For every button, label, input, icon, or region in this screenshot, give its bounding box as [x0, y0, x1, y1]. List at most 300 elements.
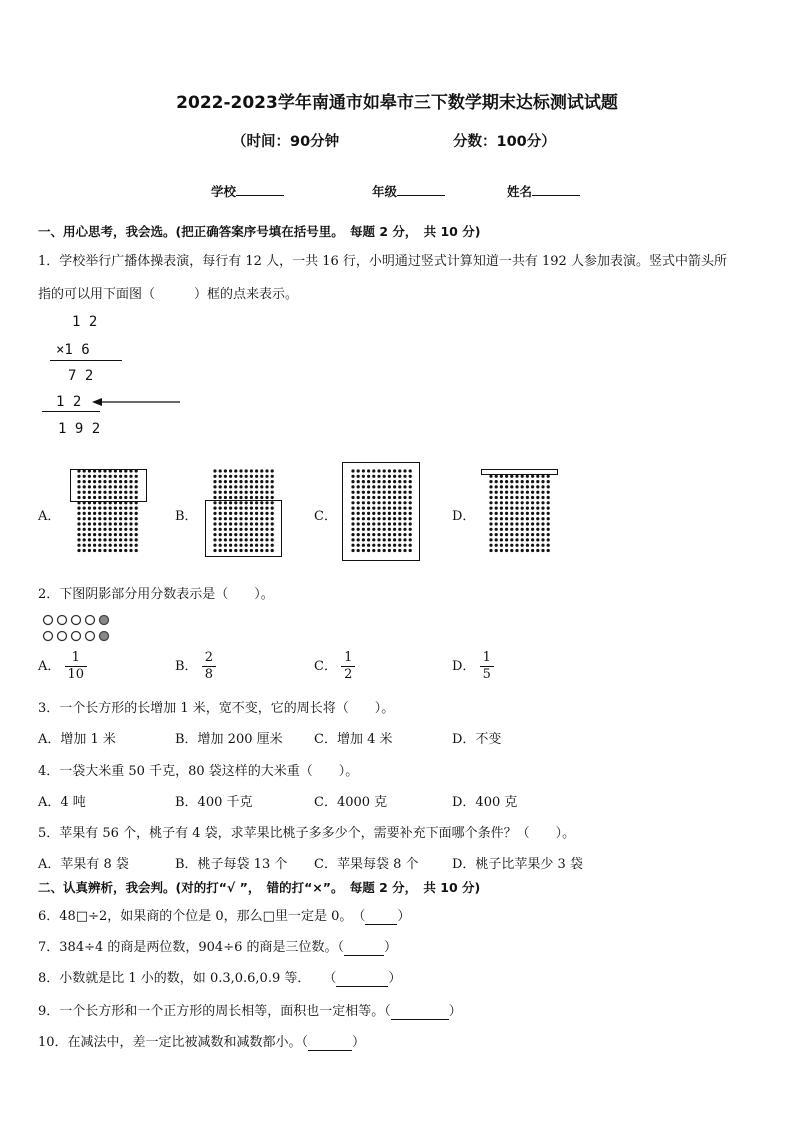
- grid-dot: [250, 491, 253, 494]
- grid-dot: [489, 491, 492, 494]
- judge-q6: 6．48□÷2，如果商的个位是 0，那么□里一定是 0。 （ ）: [38, 909, 411, 924]
- grid-dot: [489, 517, 492, 520]
- judge-q10-text: 10．在减法中，差一定比被减数和减数都小。（: [38, 1035, 309, 1050]
- grid-dot: [526, 496, 529, 499]
- grid-dot: [536, 538, 539, 541]
- calc-row2: ×1 6: [56, 342, 90, 358]
- grid-dot: [495, 512, 498, 515]
- grid-dot: [229, 496, 232, 499]
- school-field[interactable]: [211, 182, 284, 200]
- grid-dot: [239, 496, 242, 499]
- grid-dot: [83, 549, 86, 552]
- grid-dot: [103, 538, 106, 541]
- grid-dot: [271, 485, 274, 488]
- grid-dot: [531, 507, 534, 510]
- grid-dot: [521, 496, 524, 499]
- grid-dot: [255, 475, 258, 478]
- grid-dot: [495, 485, 498, 488]
- arrow-icon: [92, 396, 184, 408]
- grid-dot: [98, 533, 101, 536]
- grid-dot: [245, 491, 248, 494]
- grid-dot: [536, 549, 539, 552]
- grid-dot: [250, 496, 253, 499]
- grid-dot: [531, 522, 534, 525]
- grid-dot: [541, 480, 544, 483]
- grid-dot: [500, 544, 503, 547]
- exam-score: 分数：100分）: [453, 134, 556, 150]
- grid-dot: [88, 544, 91, 547]
- grid-dot: [119, 544, 122, 547]
- grid-dot: [536, 507, 539, 510]
- grid-dot: [213, 491, 216, 494]
- circle-shaded: [100, 616, 109, 625]
- grid-dot: [265, 496, 268, 499]
- grid-dot: [505, 544, 508, 547]
- grid-dot: [495, 491, 498, 494]
- grid-dot: [213, 469, 216, 472]
- fraction-b: $\frac{2}{8}$: [202, 650, 216, 683]
- grid-dot: [489, 507, 492, 510]
- grid-dot: [541, 512, 544, 515]
- grid-dot: [77, 522, 80, 525]
- grid-dot: [98, 517, 101, 520]
- grid-dot: [77, 517, 80, 520]
- grid-dot: [129, 528, 132, 531]
- judge-q8-text: 8．小数就是比 1 小的数，如 0.3,0.6,0.9 等． （: [38, 971, 337, 986]
- grid-dot: [547, 475, 550, 478]
- grid-dot: [77, 549, 80, 552]
- grid-dot: [515, 533, 518, 536]
- grid-dot: [88, 522, 91, 525]
- grid-dot: [103, 533, 106, 536]
- grid-dot: [250, 485, 253, 488]
- grid-dot: [521, 533, 524, 536]
- grid-dot: [229, 469, 232, 472]
- grade-field[interactable]: [372, 182, 445, 200]
- grid-dot: [234, 475, 237, 478]
- grid-dot: [245, 485, 248, 488]
- grid-dot: [255, 496, 258, 499]
- grid-dot: [129, 538, 132, 541]
- grid-dot: [114, 533, 117, 536]
- grid-dot: [271, 475, 274, 478]
- grid-dot: [500, 485, 503, 488]
- grid-dot: [515, 496, 518, 499]
- grid-dot: [495, 544, 498, 547]
- grid-dot: [109, 538, 112, 541]
- grid-dot: [103, 528, 106, 531]
- grid-dot: [124, 549, 127, 552]
- grid-dot: [219, 475, 222, 478]
- q2-option-a[interactable]: [38, 650, 87, 683]
- grid-dot: [515, 501, 518, 504]
- grid-dot: [521, 522, 524, 525]
- grid-dot: [505, 538, 508, 541]
- grid-dot: [265, 469, 268, 472]
- grade-label: 年级: [372, 184, 398, 199]
- grid-dot: [109, 528, 112, 531]
- grid-dot: [526, 507, 529, 510]
- grid-dot: [510, 549, 513, 552]
- grid-dot: [526, 517, 529, 520]
- grid-dot: [505, 491, 508, 494]
- grid-dot: [98, 522, 101, 525]
- grid-dot: [541, 522, 544, 525]
- grid-dot: [531, 512, 534, 515]
- grid-dot: [224, 469, 227, 472]
- grid-dot: [505, 533, 508, 536]
- grid-dot: [234, 485, 237, 488]
- grid-dot: [119, 517, 122, 520]
- grid-dot: [505, 480, 508, 483]
- grid-dot: [114, 538, 117, 541]
- grid-dot: [505, 485, 508, 488]
- answer-blank-10[interactable]: [308, 1035, 352, 1051]
- grid-dot: [521, 528, 524, 531]
- grid-dot: [521, 475, 524, 478]
- q2-option-c-label: C．: [314, 659, 337, 674]
- grid-dot: [536, 512, 539, 515]
- grid-dot: [245, 469, 248, 472]
- q5-option-d[interactable]: D．桃子比苹果少 3 袋: [452, 857, 583, 872]
- grid-dot: [526, 501, 529, 504]
- grid-dot: [547, 522, 550, 525]
- grid-dot: [124, 512, 127, 515]
- box-b: [205, 500, 282, 557]
- q2-option-a-label: A．: [38, 659, 61, 674]
- grid-dot: [77, 544, 80, 547]
- grid-dot: [224, 485, 227, 488]
- judge-q9: 9．一个长方形和一个正方形的周长相等，面积也一定相等。（ ）: [38, 1004, 462, 1019]
- q3-option-c[interactable]: C．增加 4 米: [314, 732, 393, 747]
- grid-dot: [536, 475, 539, 478]
- judge-q9-text: 9．一个长方形和一个正方形的周长相等，面积也一定相等。（: [38, 1004, 391, 1019]
- q2-option-d[interactable]: [452, 650, 494, 683]
- grid-dot: [500, 507, 503, 510]
- grid-dot: [489, 544, 492, 547]
- grid-dot: [83, 517, 86, 520]
- grid-dot: [505, 517, 508, 520]
- grid-dot: [515, 512, 518, 515]
- grid-dot: [119, 512, 122, 515]
- grid-dot: [536, 528, 539, 531]
- q1-line1: 1．学校举行广播体操表演，每行有 12 人，一共 16 行，小明通过竖式计算知道一共有 192 人参加表演。竖式中箭头所: [38, 254, 727, 269]
- answer-blank-8[interactable]: [336, 971, 388, 987]
- grid-dot: [119, 533, 122, 536]
- grid-dot: [124, 533, 127, 536]
- grid-dot: [541, 517, 544, 520]
- grid-dot: [541, 491, 544, 494]
- grid-dot: [489, 475, 492, 478]
- grid-dot: [505, 496, 508, 499]
- grid-dot: [271, 480, 274, 483]
- judge-q10: 10．在减法中，差一定比被减数和减数都小。（ ）: [38, 1035, 366, 1050]
- grid-dot: [219, 480, 222, 483]
- grid-dot: [521, 480, 524, 483]
- exam-time: （时间：90分钟: [232, 134, 340, 150]
- grid-dot: [88, 533, 91, 536]
- grid-dot: [219, 496, 222, 499]
- grid-dot: [495, 496, 498, 499]
- grid-dot: [547, 544, 550, 547]
- q4-option-d[interactable]: D．400 克: [452, 795, 518, 810]
- q2-stem: 2．下图阴影部分用分数表示是（ ）。: [38, 587, 274, 602]
- dot-grid-d: [488, 468, 552, 558]
- grid-dot: [255, 491, 258, 494]
- grid-dot: [489, 528, 492, 531]
- grid-dot: [135, 538, 138, 541]
- grid-dot: [547, 538, 550, 541]
- grid-dot: [526, 485, 529, 488]
- grid-dot: [547, 491, 550, 494]
- grid-dot: [500, 512, 503, 515]
- grid-dot: [515, 480, 518, 483]
- grid-dot: [219, 491, 222, 494]
- circle-empty: [72, 632, 81, 641]
- grid-dot: [547, 533, 550, 536]
- q1-option-a[interactable]: A．: [38, 509, 61, 524]
- grid-dot: [88, 538, 91, 541]
- grid-dot: [541, 496, 544, 499]
- grid-dot: [510, 538, 513, 541]
- grid-dot: [83, 528, 86, 531]
- grid-dot: [521, 485, 524, 488]
- grid-dot: [521, 501, 524, 504]
- grid-dot: [500, 491, 503, 494]
- q4-option-c[interactable]: C．4000 克: [314, 795, 388, 810]
- grid-dot: [541, 544, 544, 547]
- answer-blank-9[interactable]: [391, 1004, 449, 1020]
- grid-dot: [510, 496, 513, 499]
- grid-dot: [124, 528, 127, 531]
- grid-dot: [260, 480, 263, 483]
- grid-dot: [271, 496, 274, 499]
- grid-dot: [135, 522, 138, 525]
- grid-dot: [77, 528, 80, 531]
- grid-dot: [541, 501, 544, 504]
- grid-dot: [526, 549, 529, 552]
- grid-dot: [526, 544, 529, 547]
- grid-dot: [109, 512, 112, 515]
- grid-dot: [213, 496, 216, 499]
- grid-dot: [83, 544, 86, 547]
- grid-dot: [135, 533, 138, 536]
- grid-dot: [510, 475, 513, 478]
- grid-dot: [265, 475, 268, 478]
- grid-dot: [239, 475, 242, 478]
- grid-dot: [103, 522, 106, 525]
- box-d: [481, 469, 558, 475]
- grid-dot: [255, 469, 258, 472]
- grid-dot: [93, 507, 96, 510]
- grid-dot: [114, 528, 117, 531]
- grid-dot: [531, 533, 534, 536]
- grid-dot: [547, 496, 550, 499]
- grid-dot: [234, 469, 237, 472]
- grid-dot: [103, 517, 106, 520]
- q1-option-d[interactable]: D．: [452, 509, 476, 524]
- grid-dot: [510, 528, 513, 531]
- grid-dot: [495, 528, 498, 531]
- grid-dot: [500, 475, 503, 478]
- q3-option-a[interactable]: A．增加 1 米: [38, 732, 116, 747]
- q2-option-b-label: B．: [175, 659, 198, 674]
- grid-dot: [526, 533, 529, 536]
- fraction-d: $\frac{1}{5}$: [480, 650, 494, 683]
- q5-option-c[interactable]: C．苹果每袋 8 个: [314, 857, 419, 872]
- grid-dot: [500, 528, 503, 531]
- grid-dot: [103, 544, 106, 547]
- grid-dot: [260, 485, 263, 488]
- circle-empty: [44, 616, 53, 625]
- grid-dot: [510, 533, 513, 536]
- grid-dot: [489, 522, 492, 525]
- grid-dot: [93, 512, 96, 515]
- q4-option-b[interactable]: B．400 千克: [175, 795, 253, 810]
- grid-dot: [541, 528, 544, 531]
- grid-dot: [260, 496, 263, 499]
- q3-stem: 3．一个长方形的长增加 1 米，宽不变，它的周长将（ ）。: [38, 701, 395, 716]
- grid-dot: [129, 522, 132, 525]
- grid-dot: [541, 485, 544, 488]
- q5-option-a[interactable]: A．苹果有 8 袋: [38, 857, 129, 872]
- grid-dot: [245, 496, 248, 499]
- grid-dot: [234, 491, 237, 494]
- grid-dot: [213, 475, 216, 478]
- grid-dot: [515, 507, 518, 510]
- grid-dot: [93, 538, 96, 541]
- grid-dot: [505, 549, 508, 552]
- grid-dot: [213, 485, 216, 488]
- grid-dot: [500, 533, 503, 536]
- grid-dot: [93, 549, 96, 552]
- grid-dot: [135, 544, 138, 547]
- circles-figure: [42, 612, 118, 644]
- grid-dot: [500, 538, 503, 541]
- q3-option-b[interactable]: B．增加 200 厘米: [175, 732, 283, 747]
- grid-dot: [135, 512, 138, 515]
- q2-option-b[interactable]: [175, 650, 216, 683]
- circle-empty: [86, 632, 95, 641]
- grid-dot: [536, 533, 539, 536]
- judge-q7-text: 7．384÷4 的商是两位数，904÷6 的商是三位数。（: [38, 940, 344, 955]
- grid-dot: [521, 507, 524, 510]
- judge-q8: 8．小数就是比 1 小的数，如 0.3,0.6,0.9 等． （ ）: [38, 971, 402, 986]
- grid-dot: [124, 507, 127, 510]
- grid-dot: [109, 549, 112, 552]
- grid-dot: [495, 533, 498, 536]
- q4-option-a[interactable]: A．4 吨: [38, 795, 86, 810]
- grid-dot: [536, 517, 539, 520]
- grid-dot: [129, 507, 132, 510]
- grid-dot: [109, 517, 112, 520]
- grid-dot: [245, 480, 248, 483]
- grid-dot: [271, 491, 274, 494]
- grid-dot: [489, 538, 492, 541]
- grid-dot: [495, 480, 498, 483]
- calc-row4: 1 2: [56, 394, 82, 410]
- grid-dot: [541, 475, 544, 478]
- q1-option-b[interactable]: B．: [175, 509, 198, 524]
- grid-dot: [135, 517, 138, 520]
- section1-heading: 一、用心思考，我会选。(把正确答案序号填在括号里。 每题 2 分， 共 10 分): [38, 224, 481, 239]
- grid-dot: [224, 491, 227, 494]
- grid-dot: [515, 522, 518, 525]
- answer-blank-6[interactable]: [365, 909, 397, 925]
- q5-option-b[interactable]: B．桃子每袋 13 个: [175, 857, 288, 872]
- grid-dot: [500, 480, 503, 483]
- grid-dot: [500, 522, 503, 525]
- grid-dot: [510, 512, 513, 515]
- grid-dot: [531, 517, 534, 520]
- grid-dot: [119, 528, 122, 531]
- grid-dot: [536, 496, 539, 499]
- grid-dot: [260, 469, 263, 472]
- grid-dot: [77, 533, 80, 536]
- grid-dot: [541, 533, 544, 536]
- grid-dot: [83, 538, 86, 541]
- grid-dot: [515, 475, 518, 478]
- box-c: [342, 462, 420, 561]
- grid-dot: [526, 528, 529, 531]
- grid-dot: [234, 496, 237, 499]
- grid-dot: [83, 512, 86, 515]
- grid-dot: [114, 507, 117, 510]
- grid-dot: [135, 528, 138, 531]
- circle-empty: [72, 616, 81, 625]
- grid-dot: [229, 475, 232, 478]
- grid-dot: [536, 485, 539, 488]
- grid-dot: [547, 517, 550, 520]
- grid-dot: [213, 480, 216, 483]
- grid-dot: [531, 538, 534, 541]
- calc-row5: 1 9 2: [58, 421, 101, 437]
- grid-dot: [521, 538, 524, 541]
- grid-dot: [119, 507, 122, 510]
- grid-dot: [510, 517, 513, 520]
- grid-dot: [103, 549, 106, 552]
- grid-dot: [77, 538, 80, 541]
- grid-dot: [255, 485, 258, 488]
- grid-dot: [526, 491, 529, 494]
- q2-option-c[interactable]: [314, 650, 355, 683]
- grid-dot: [239, 480, 242, 483]
- grid-dot: [541, 538, 544, 541]
- grid-dot: [521, 512, 524, 515]
- grid-dot: [234, 480, 237, 483]
- calc-row1: 1 2: [72, 314, 98, 330]
- grid-dot: [510, 485, 513, 488]
- q1-option-c[interactable]: C．: [314, 509, 337, 524]
- name-field[interactable]: [507, 182, 580, 200]
- grid-dot: [119, 522, 122, 525]
- grid-dot: [495, 475, 498, 478]
- grid-dot: [88, 517, 91, 520]
- grid-dot: [505, 507, 508, 510]
- grid-dot: [515, 491, 518, 494]
- grid-dot: [224, 480, 227, 483]
- q3-option-d[interactable]: D．不变: [452, 732, 502, 747]
- grid-dot: [515, 538, 518, 541]
- grid-dot: [505, 501, 508, 504]
- grid-dot: [229, 480, 232, 483]
- grid-dot: [536, 522, 539, 525]
- name-label: 姓名: [507, 184, 533, 199]
- grid-dot: [124, 544, 127, 547]
- grid-dot: [119, 538, 122, 541]
- grid-dot: [495, 517, 498, 520]
- answer-blank-7[interactable]: [344, 940, 384, 956]
